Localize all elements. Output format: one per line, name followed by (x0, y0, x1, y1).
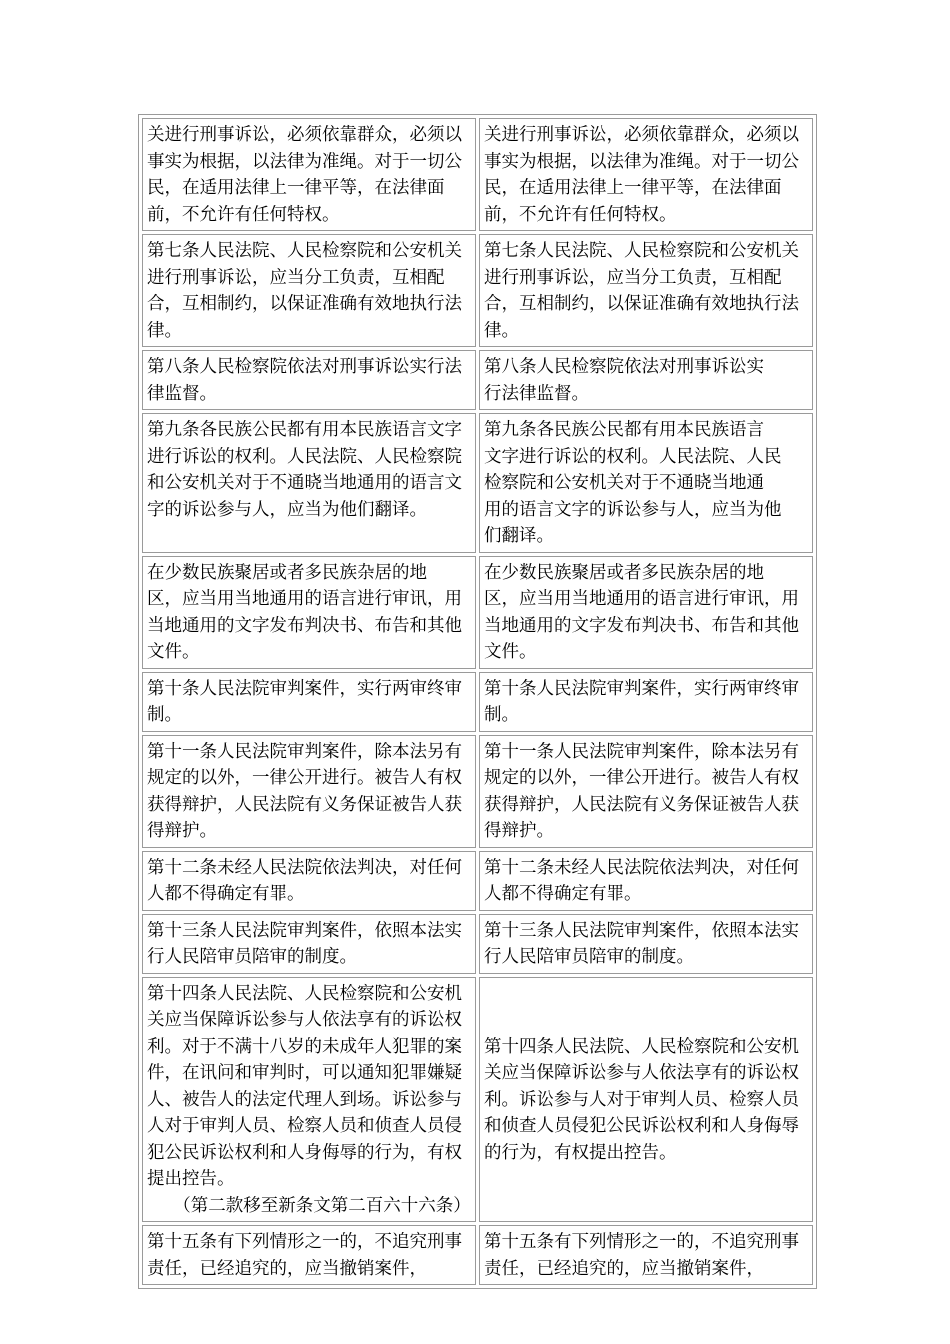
original-text-cell: 第十五条有下列情形之一的，不追究刑事责任，已经追究的，应当撤销案件， (142, 1225, 476, 1285)
revised-text-cell: 第八条人民检察院依法对刑事诉讼实 行法律监督。 (479, 350, 813, 410)
table-row (142, 413, 813, 553)
table-row (142, 914, 813, 974)
original-text-cell: 第十四条人民法院、人民检察院和公安机关应当保障诉讼参与人依法享有的诉讼权利。对于不满十八岁的未成年人犯罪的案件，在讯问和审判时，可以通知犯罪嫌疑人、被告人的法定代理人到场。诉讼参与人对于审判人员、检察人员和侦查人员侵犯公民诉讼权利和人身侮辱的行为，有权提出控告。 （第二款移至新条文第二百六十六条） (142, 977, 476, 1223)
original-text-cell: 第十三条人民法院审判案件，依照本法实行人民陪审员陪审的制度。 (142, 914, 476, 974)
original-text-cell: 第十条人民法院审判案件，实行两审终审制。 (142, 672, 476, 732)
revised-text-cell: 第十三条人民法院审判案件，依照本法实行人民陪审员陪审的制度。 (479, 914, 813, 974)
revised-text-cell: 第十一条人民法院审判案件，除本法另有规定的以外，一律公开进行。被告人有权获得辩护，人民法院有义务保证被告人获得辩护。 (479, 735, 813, 848)
original-text-cell: 在少数民族聚居或者多民族杂居的地 区，应当用当地通用的语言进行审讯，用当地通用的文字发布判决书、布告和其他文件。 (142, 556, 476, 669)
table-row (142, 977, 813, 1223)
revised-text-cell: 在少数民族聚居或者多民族杂居的地 区，应当用当地通用的语言进行审讯，用当地通用的文字发布判决书、布告和其他文件。 (479, 556, 813, 669)
table-row (142, 118, 813, 231)
table-row (142, 851, 813, 911)
revised-text-cell: 关进行刑事诉讼，必须依靠群众，必须以事实为根据，以法律为准绳。对于一切公民，在适用法律上一律平等，在法律面前，不允许有任何特权。 (479, 118, 813, 231)
revised-text-cell: 第十条人民法院审判案件，实行两审终审制。 (479, 672, 813, 732)
table-row (142, 735, 813, 848)
original-text-cell: 第九条各民族公民都有用本民族语言文字进行诉讼的权利。人民法院、人民检察院和公安机关对于不通晓当地通用的语言文字的诉讼参与人，应当为他们翻译。 (142, 413, 476, 553)
revised-text-cell: 第十四条人民法院、人民检察院和公安机关应当保障诉讼参与人依法享有的诉讼权利。诉讼参与人对于审判人员、检察人员和侦查人员侵犯公民诉讼权利和人身侮辱的行为，有权提出控告。 (479, 977, 813, 1223)
revised-text-cell: 第十二条未经人民法院依法判决，对任何人都不得确定有罪。 (479, 851, 813, 911)
table-row (142, 556, 813, 669)
table-row (142, 234, 813, 347)
revised-text-cell: 第九条各民族公民都有用本民族语言 文字进行诉讼的权利。人民法院、人民 检察院和公安机关对于不通晓当地通 用的语言文字的诉讼参与人，应当为他 们翻译。 (479, 413, 813, 553)
revised-text-cell: 第七条人民法院、人民检察院和公安机关进行刑事诉讼，应当分工负责，互相配合，互相制约，以保证准确有效地执行法律。 (479, 234, 813, 347)
original-text-cell: 第八条人民检察院依法对刑事诉讼实行法律监督。 (142, 350, 476, 410)
original-text-cell: 关进行刑事诉讼，必须依靠群众，必须以事实为根据，以法律为准绳。对于一切公民，在适用法律上一律平等，在法律面前，不允许有任何特权。 (142, 118, 476, 231)
original-text-cell: 第十二条未经人民法院依法判决，对任何人都不得确定有罪。 (142, 851, 476, 911)
original-text-cell: 第十一条人民法院审判案件，除本法另有规定的以外，一律公开进行。被告人有权获得辩护，人民法院有义务保证被告人获得辩护。 (142, 735, 476, 848)
original-text-cell: 第七条人民法院、人民检察院和公安机关进行刑事诉讼，应当分工负责，互相配合，互相制约，以保证准确有效地执行法律。 (142, 234, 476, 347)
table-row (142, 350, 813, 410)
table-row (142, 672, 813, 732)
comparison-table (138, 114, 817, 1289)
table-row (142, 1225, 813, 1285)
revised-text-cell: 第十五条有下列情形之一的，不追究刑事责任，已经追究的，应当撤销案件， (479, 1225, 813, 1285)
